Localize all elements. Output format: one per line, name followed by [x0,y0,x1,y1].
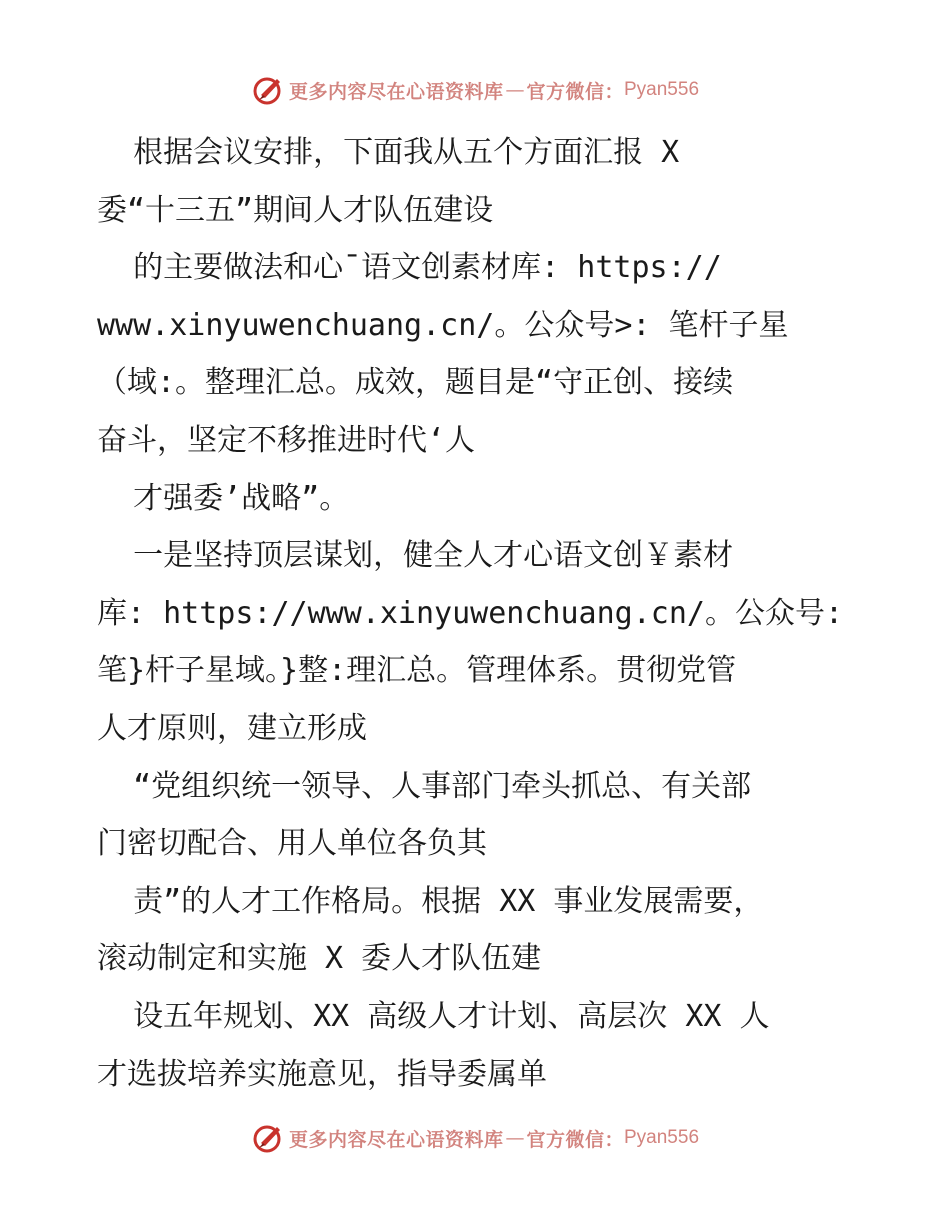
banner-contact-name: Pyan556 [624,1127,700,1148]
banner-separator: — [505,1127,525,1149]
body-line: （域:。整理汇总。成效，题目是“守正创、接续 [97,365,734,401]
banner-contact-label: 官方微信： [526,1128,624,1151]
quill-logo-icon [251,1121,285,1155]
body-line: www.xinyuwenchuang.cn/。公众号>: 笔杆子星 [97,307,789,343]
body-line: “党组织统一领导、人事部门牵头抓总、有关部 [97,768,752,804]
body-line: 根据会议安排，下面我从五个方面汇报 X [97,135,680,170]
body-line: 库: https://www.xinyuwenchuang.cn/。公众号: [97,595,844,631]
body-line: 才选拔培养实施意见，指导委属单 [97,1056,547,1092]
body-line: 奋斗，坚定不移推进时代‘人 [97,422,476,458]
body-line: 人才原则，建立形成 [97,710,367,746]
banner-contact-name: Pyan556 [624,79,700,100]
footer-banner [0,1118,950,1158]
body-line: 滚动制定和实施 X 委人才队伍建 [97,941,542,977]
body-line: 一是坚持顶层谋划，健全人才心语文创￥素材 [97,538,734,574]
body-line: 的主要做法和心¯语文创素材库: https:// [97,250,722,286]
banner-separator: — [505,79,525,101]
banner-text: 更多内容尽在心语资料库 [288,1128,504,1151]
quill-logo-icon [251,73,285,107]
body-line: 笔}杆子星域。}整:理汇总。管理体系。贯彻党管 [97,653,737,689]
body-line: 委“十三五”期间人才队伍建设 [97,192,494,228]
body-line: 门密切配合、用人单位各负其 [97,826,487,862]
body-line: 才强委’战略”。 [97,480,350,516]
banner-text: 更多内容尽在心语资料库 [288,80,504,103]
banner-contact-label: 官方微信： [526,80,624,103]
header-banner [0,70,950,110]
document-body [97,124,867,1103]
body-line: 设五年规划、XX 高级人才计划、高层次 XX 人 [97,998,770,1034]
body-line: 责”的人才工作格局。根据 XX 事业发展需要， [97,883,764,919]
